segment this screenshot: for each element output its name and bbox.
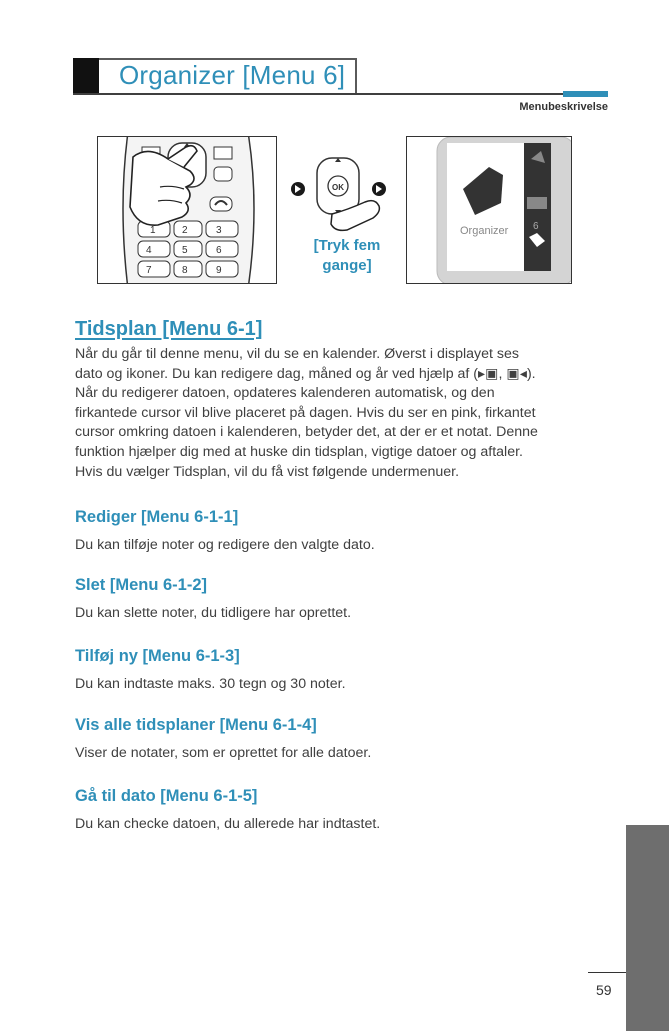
chapter-tab (626, 825, 669, 1031)
paragraph-line: Hvis du vælger Tidsplan, vil du få vist følgende undermenuer. (75, 463, 460, 480)
header-marker (73, 58, 99, 94)
key-6: 6 (216, 245, 222, 256)
paragraph-line: firkantede cursor vil blive placeret på dagen. Hvis du ser en pink, firkantet (75, 404, 536, 421)
submenu-text-slet: Du kan slette noter, du tidligere har oprettet. (75, 605, 352, 621)
submenu-text-tilfoej-ny: Du kan indtaste maks. 30 tegn og 30 noter. (75, 676, 346, 692)
key-5: 5 (182, 245, 188, 256)
key-8: 8 (182, 265, 188, 276)
paragraph-line: Når du redigerer datoen, opdateres kalenderen automatisk, og den (75, 385, 495, 402)
key-3: 3 (216, 225, 222, 236)
organizer-screen-illustration (406, 136, 572, 284)
key-4: 4 (146, 245, 152, 256)
nav-key-image (287, 140, 407, 236)
section-paragraph (75, 345, 610, 482)
paragraph-line: dato og ikoner. Du kan redigere dag, måned og år ved hjælp af (▸▣, ▣◂). (75, 365, 536, 382)
instruction-line-2: gange] (322, 257, 372, 274)
header-rule (73, 93, 608, 95)
section-heading: Tidsplan [Menu 6-1] (75, 318, 263, 340)
navigation-instruction (287, 140, 407, 290)
submenu-heading-tilfoej-ny: Tilføj ny [Menu 6-1-3] (75, 647, 240, 665)
submenu-heading-rediger: Rediger [Menu 6-1-1] (75, 508, 239, 526)
key-7: 7 (146, 265, 152, 276)
submenu-text-vis-alle: Viser de notater, som er oprettet for alle datoer. (75, 745, 372, 761)
instruction-line-1: [Tryk fem (313, 237, 381, 254)
screen-number: 6 (533, 221, 539, 232)
page-number-rule (588, 972, 626, 973)
submenu-heading-vis-alle: Vis alle tidsplaner [Menu 6-1-4] (75, 716, 317, 734)
submenu-text-gaa-til-dato: Du kan checke datoen, du allerede har indtastet. (75, 816, 381, 832)
organizer-screen-image (407, 137, 572, 284)
key-1: 1 (150, 225, 156, 236)
submenu-text-rediger: Du kan tilføje noter og redigere den valgte dato. (75, 537, 375, 553)
paragraph-line: Når du går til denne menu, vil du se en kalender. Øverst i displayet ses (75, 346, 519, 362)
paragraph-line: cursor omkring datoen i kalenderen, betyder det, at der er et notat. Denne (75, 424, 538, 441)
page-title: Organizer [Menu 6] (119, 60, 346, 90)
header-accent (563, 91, 608, 97)
submenu-heading-gaa-til-dato: Gå til dato [Menu 6-1-5] (75, 787, 258, 805)
section-label: Menubeskrivelse (519, 101, 608, 113)
paragraph-line: funktion hjælper dig med at huske din tidsplan, vigtige datoer og aftaler. (75, 443, 523, 460)
ok-key-label: OK (332, 183, 344, 192)
phone-keypad-image (98, 137, 277, 284)
page-number: 59 (596, 982, 612, 998)
key-2: 2 (182, 225, 188, 236)
key-9: 9 (216, 265, 222, 276)
phone-keypad-illustration (97, 136, 277, 284)
press-five-times-instruction (287, 236, 407, 276)
submenu-heading-slet: Slet [Menu 6-1-2] (75, 576, 208, 594)
organizer-screen-label: Organizer (460, 225, 509, 237)
